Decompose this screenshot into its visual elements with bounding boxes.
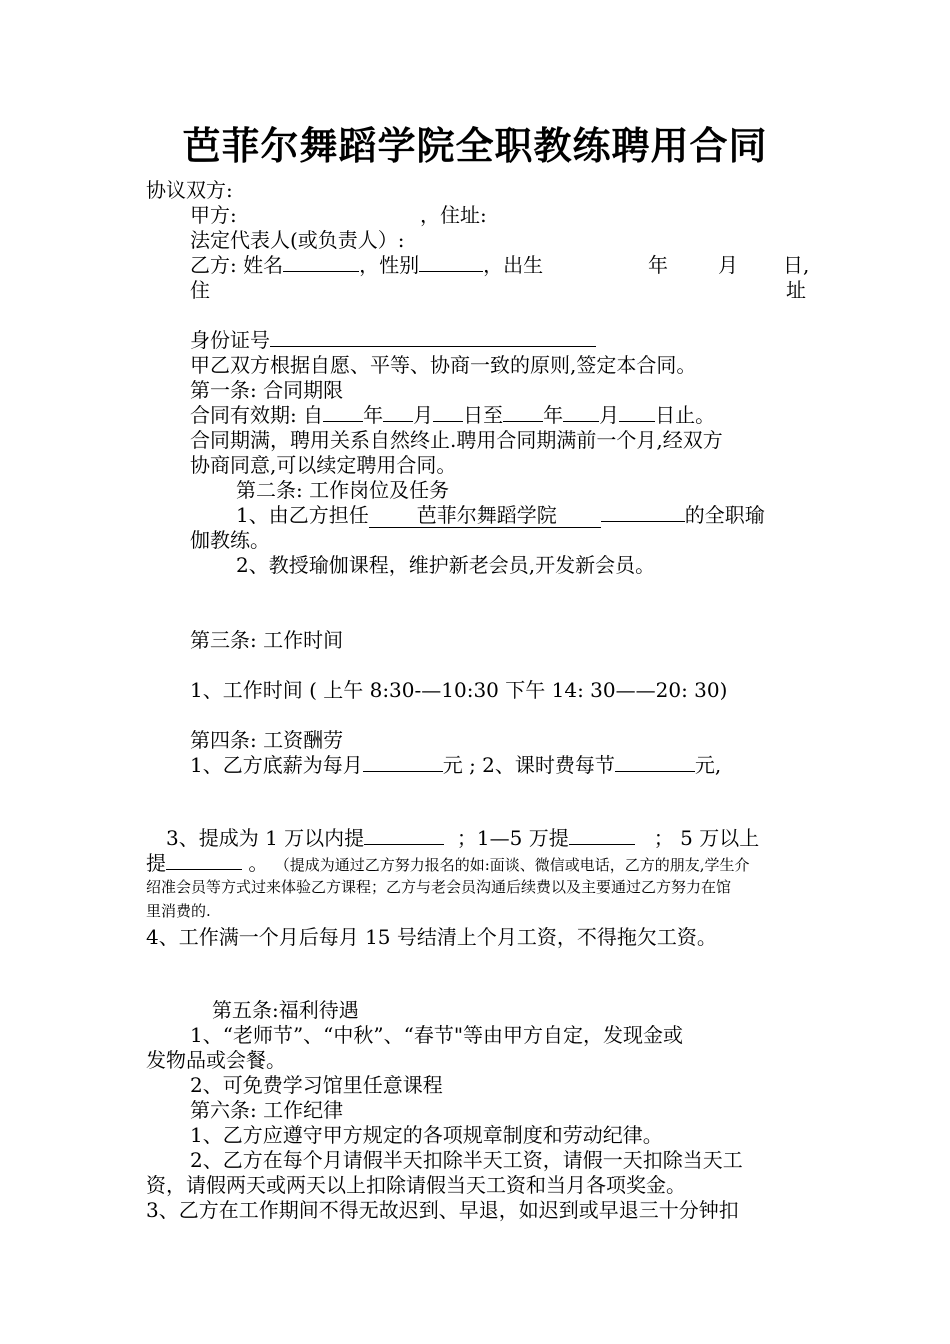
article4-item3 [166, 826, 759, 850]
party-a-label: 甲方: [190, 203, 237, 227]
name-blank [283, 253, 359, 272]
start-month-label: 月 [413, 403, 434, 427]
birth-year-label: 年 [648, 253, 668, 277]
commission-tier3-blank [166, 851, 242, 870]
end-day-label: 日止。 [655, 403, 716, 427]
article6-item1: 1、乙方应遵守甲方规定的各项规章制度和劳动纪律。 [190, 1123, 663, 1147]
party-a-address-label: ，住址: [420, 203, 487, 227]
commission-note-1: （提成为通过乙方努力报名的如:面谈、微信或电话，乙方的朋友,学生介 [274, 856, 750, 874]
validity-period-row [190, 403, 715, 427]
lesson-fee-blank [615, 753, 695, 772]
start-month-blank [383, 403, 413, 422]
base-salary-label: 1、乙方底薪为每月 [190, 753, 363, 777]
item1-prefix: 1、由乙方担任 [236, 503, 369, 527]
end-year-blank [503, 403, 543, 422]
party-b-name-label: 乙方: 姓名 [190, 253, 284, 277]
party-b-name-row [190, 253, 543, 277]
article2-item1-cont: 伽教练。 [190, 528, 270, 552]
legal-representative-label: 法定代表人(或负责人）: [190, 228, 405, 252]
article4-item1 [190, 753, 721, 777]
commission-tier1-label: 3、提成为 1 万以内提 [166, 826, 365, 850]
lesson-fee-label: 元 ; 2、课时费每节 [442, 753, 615, 777]
start-year-blank [323, 403, 363, 422]
commission-tier3-row [146, 851, 750, 875]
birth-day-label: 日, [783, 253, 810, 277]
commission-note-3: 里消费的. [146, 902, 211, 920]
id-number-label: 身份证号 [190, 328, 270, 352]
document-title: 芭菲尔舞蹈学院全职教练聘用合同 [182, 124, 768, 168]
commission-note-2: 绍准会员等方式过来体验乙方课程；乙方与老会员沟通后续费以及主要通过乙方努力在馆 [146, 878, 732, 896]
id-number-blank [270, 328, 596, 347]
article2-heading: 第二条: 工作岗位及任务 [236, 478, 450, 502]
end-month-label: 月 [599, 403, 620, 427]
article4-item4: 4、工作满一个月后每月 15 号结清上个月工资，不得拖欠工资。 [146, 925, 717, 949]
article5-item1: 1、“老师节”、“中秋”、“春节"等由甲方自定，发现金或 [190, 1023, 684, 1047]
intro-text: 甲乙双方根据自愿、平等、协商一致的原则,签定本合同。 [190, 353, 697, 377]
article6-item2: 2、乙方在每个月请假半天扣除半天工资，请假一天扣除当天工 [190, 1148, 743, 1172]
end-month-blank [563, 403, 599, 422]
validity-prefix: 合同有效期: 自 [190, 403, 324, 427]
start-day-blank [433, 403, 463, 422]
yuan-label: 元, [694, 753, 722, 777]
article2-item1 [236, 503, 765, 527]
commission-tier2-label: ；1—5 万提 [456, 826, 569, 850]
article1-heading: 第一条: 合同期限 [190, 378, 344, 402]
article5-heading: 第五条:福利待遇 [212, 998, 359, 1022]
start-day-to-label: 日至 [463, 403, 504, 427]
base-salary-blank [363, 753, 443, 772]
id-number-row [190, 328, 596, 352]
parties-heading: 协议双方: [146, 178, 233, 202]
start-year-label: 年 [363, 403, 384, 427]
item1-suffix: 的全职瑜 [684, 503, 765, 527]
article6-item3: 3、乙方在工作期间不得无故迟到、早退，如迟到或早退三十分钟扣 [146, 1198, 739, 1222]
article3-heading: 第三条: 工作时间 [190, 628, 344, 652]
article6-item2-cont: 资，请假两天或两天以上扣除请假当天工资和当月各项奖金。 [146, 1173, 686, 1197]
article2-item2: 2、教授瑜伽课程，维护新老会员,开发新会员。 [236, 553, 656, 577]
end-year-label: 年 [543, 403, 564, 427]
end-day-blank [619, 403, 655, 422]
birth-label: ，出生 [483, 253, 544, 277]
gender-label: ，性别 [359, 253, 420, 277]
residence-label-1: 住 [190, 278, 210, 302]
gender-blank [419, 253, 483, 272]
commission-tier2-blank [569, 826, 635, 845]
school-underline-tail [601, 503, 685, 522]
article1-line2: 合同期满，聘用关系自然终止.聘用合同期满前一个月,经双方 [190, 428, 723, 452]
article3-item1: 1、工作时间 ( 上午 8:30-—10:30 下午 14: 30——20: 30) [190, 678, 728, 702]
article4-heading: 第四条: 工资酬劳 [190, 728, 344, 752]
school-name: 芭菲尔舞蹈学院 [369, 503, 601, 528]
article6-heading: 第六条: 工作纪律 [190, 1098, 344, 1122]
commission-tier3-label: ； 5 万以上 [653, 826, 760, 850]
commission-tier1-blank [364, 826, 444, 845]
commission-period: 。 [248, 851, 269, 875]
article5-item1-cont: 发物品或会餐。 [146, 1048, 286, 1072]
commission-tier3-prefix: 提 [146, 851, 166, 875]
article1-line3: 协商同意,可以续定聘用合同。 [190, 453, 457, 477]
residence-label-2: 址 [786, 278, 806, 302]
birth-month-label: 月 [718, 253, 738, 277]
article5-item2: 2、可免费学习馆里任意课程 [190, 1073, 443, 1097]
